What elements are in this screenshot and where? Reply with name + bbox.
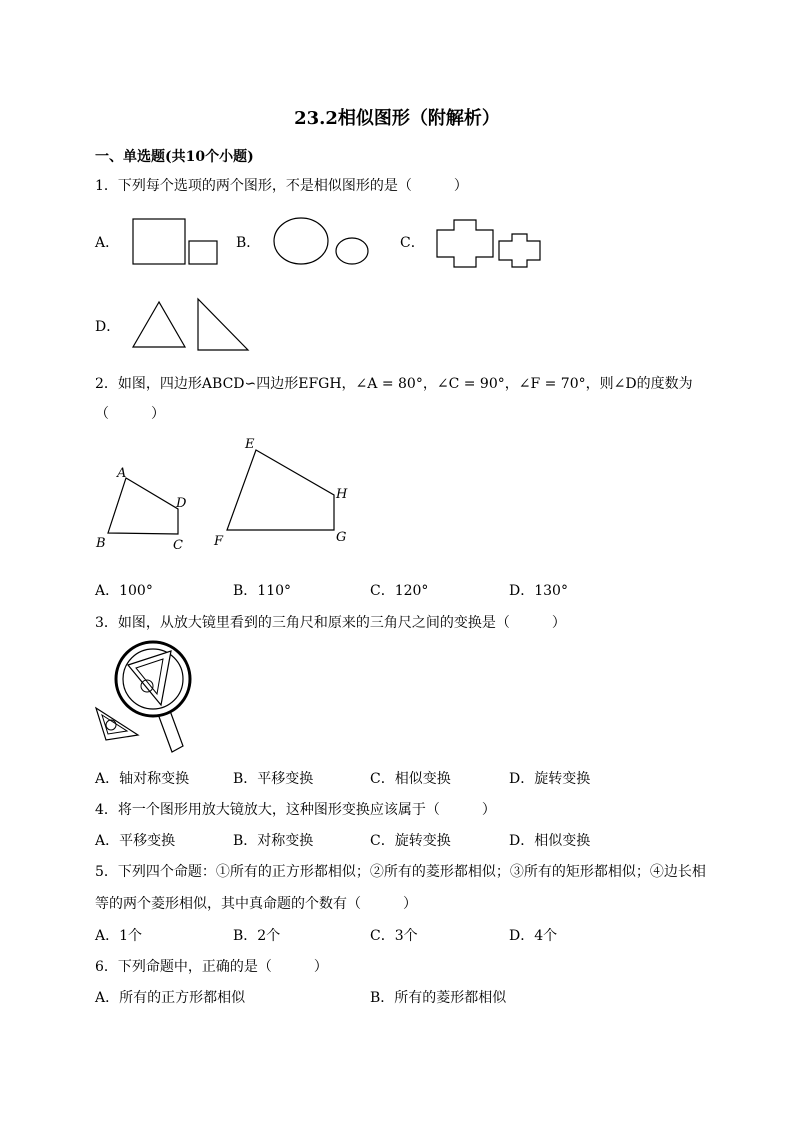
- quadrilateral-abcd: [108, 478, 178, 534]
- section-heading: 一、单选题(共10个小题): [95, 149, 254, 165]
- magnified-triangle-inner: [136, 659, 163, 694]
- q3-option-b: B．平移变换: [233, 771, 314, 787]
- q5-option-c: C．3个: [370, 928, 418, 944]
- question-4-stem: 4．将一个图形用放大镜放大，这种图形变换应该属于（ ）: [95, 802, 496, 818]
- q1-option-c-label: C．: [400, 235, 425, 251]
- vertex-label-c: C: [173, 538, 183, 553]
- original-triangle-inner: [102, 715, 127, 734]
- question-5-stem-cont: 等的两个菱形相似，其中真命题的个数有（ ）: [95, 896, 417, 912]
- q2-option-d: D．130°: [509, 583, 568, 599]
- q6-option-b: B．所有的菱形都相似: [370, 990, 507, 1006]
- vertex-label-a: A: [117, 466, 127, 481]
- vertex-label-d: D: [176, 496, 187, 511]
- magnifier-lens-outer: [116, 642, 190, 716]
- vertex-label-e: E: [245, 437, 255, 452]
- q5-option-b: B．2个: [233, 928, 281, 944]
- large-cross: [437, 220, 493, 267]
- q2-option-c: C．120°: [370, 583, 429, 599]
- equilateral-triangle: [133, 302, 185, 347]
- magnifier-handle: [158, 708, 183, 752]
- q1-option-b-label: B．: [236, 235, 261, 251]
- vertex-label-b: B: [96, 536, 106, 551]
- q3-option-d: D．旋转变换: [509, 771, 591, 787]
- vertex-label-f: F: [214, 534, 224, 549]
- small-cross: [499, 234, 540, 267]
- original-triangle-hole: [106, 720, 116, 730]
- quadrilateral-efgh: [227, 450, 334, 530]
- magnified-triangle-hole: [141, 680, 153, 692]
- q2-option-a: A．100°: [95, 583, 153, 599]
- q4-option-a: A．平移变换: [95, 833, 176, 849]
- large-ellipse: [274, 218, 328, 264]
- small-square: [189, 241, 217, 264]
- vertex-label-g: G: [336, 530, 347, 545]
- right-triangle: [198, 299, 248, 350]
- question-5-stem: 5．下列四个命题：①所有的正方形都相似；②所有的菱形都相似；③所有的矩形都相似；④边长相: [95, 864, 706, 880]
- page-title: 23.2相似图形（附解析）: [294, 108, 500, 129]
- q1-option-d-label: D．: [95, 319, 121, 335]
- q5-option-a: A．1个: [95, 928, 143, 944]
- q5-option-d: D．4个: [509, 928, 558, 944]
- q2-option-b: B．110°: [233, 583, 292, 599]
- question-6-stem: 6．下列命题中，正确的是（ ）: [95, 959, 328, 975]
- q6-option-a: A．所有的正方形都相似: [95, 990, 246, 1006]
- small-ellipse: [336, 238, 368, 264]
- magnified-triangle: [128, 651, 171, 705]
- q4-option-c: C．旋转变换: [370, 833, 451, 849]
- original-triangle: [96, 708, 138, 740]
- q3-option-c: C．相似变换: [370, 771, 451, 787]
- question-2-stem: 2．如图，四边形ABCD∽四边形EFGH，∠A = 80°，∠C = 90°，∠F = 70°，则∠D的度数为: [95, 376, 693, 392]
- question-2-stem-cont: （ ）: [95, 406, 165, 422]
- q3-option-a: A．轴对称变换: [95, 771, 190, 787]
- question-3-stem: 3．如图，从放大镜里看到的三角尺和原来的三角尺之间的变换是（ ）: [95, 615, 566, 631]
- large-square: [133, 219, 185, 264]
- q4-option-b: B．对称变换: [233, 833, 314, 849]
- q1-option-a-label: A．: [95, 235, 120, 251]
- q4-option-d: D．相似变换: [509, 833, 591, 849]
- magnifier-lens-inner: [123, 649, 183, 709]
- question-1-stem: 1．下列每个选项的两个图形，不是相似图形的是（ ）: [95, 178, 468, 194]
- vertex-label-h: H: [336, 487, 348, 502]
